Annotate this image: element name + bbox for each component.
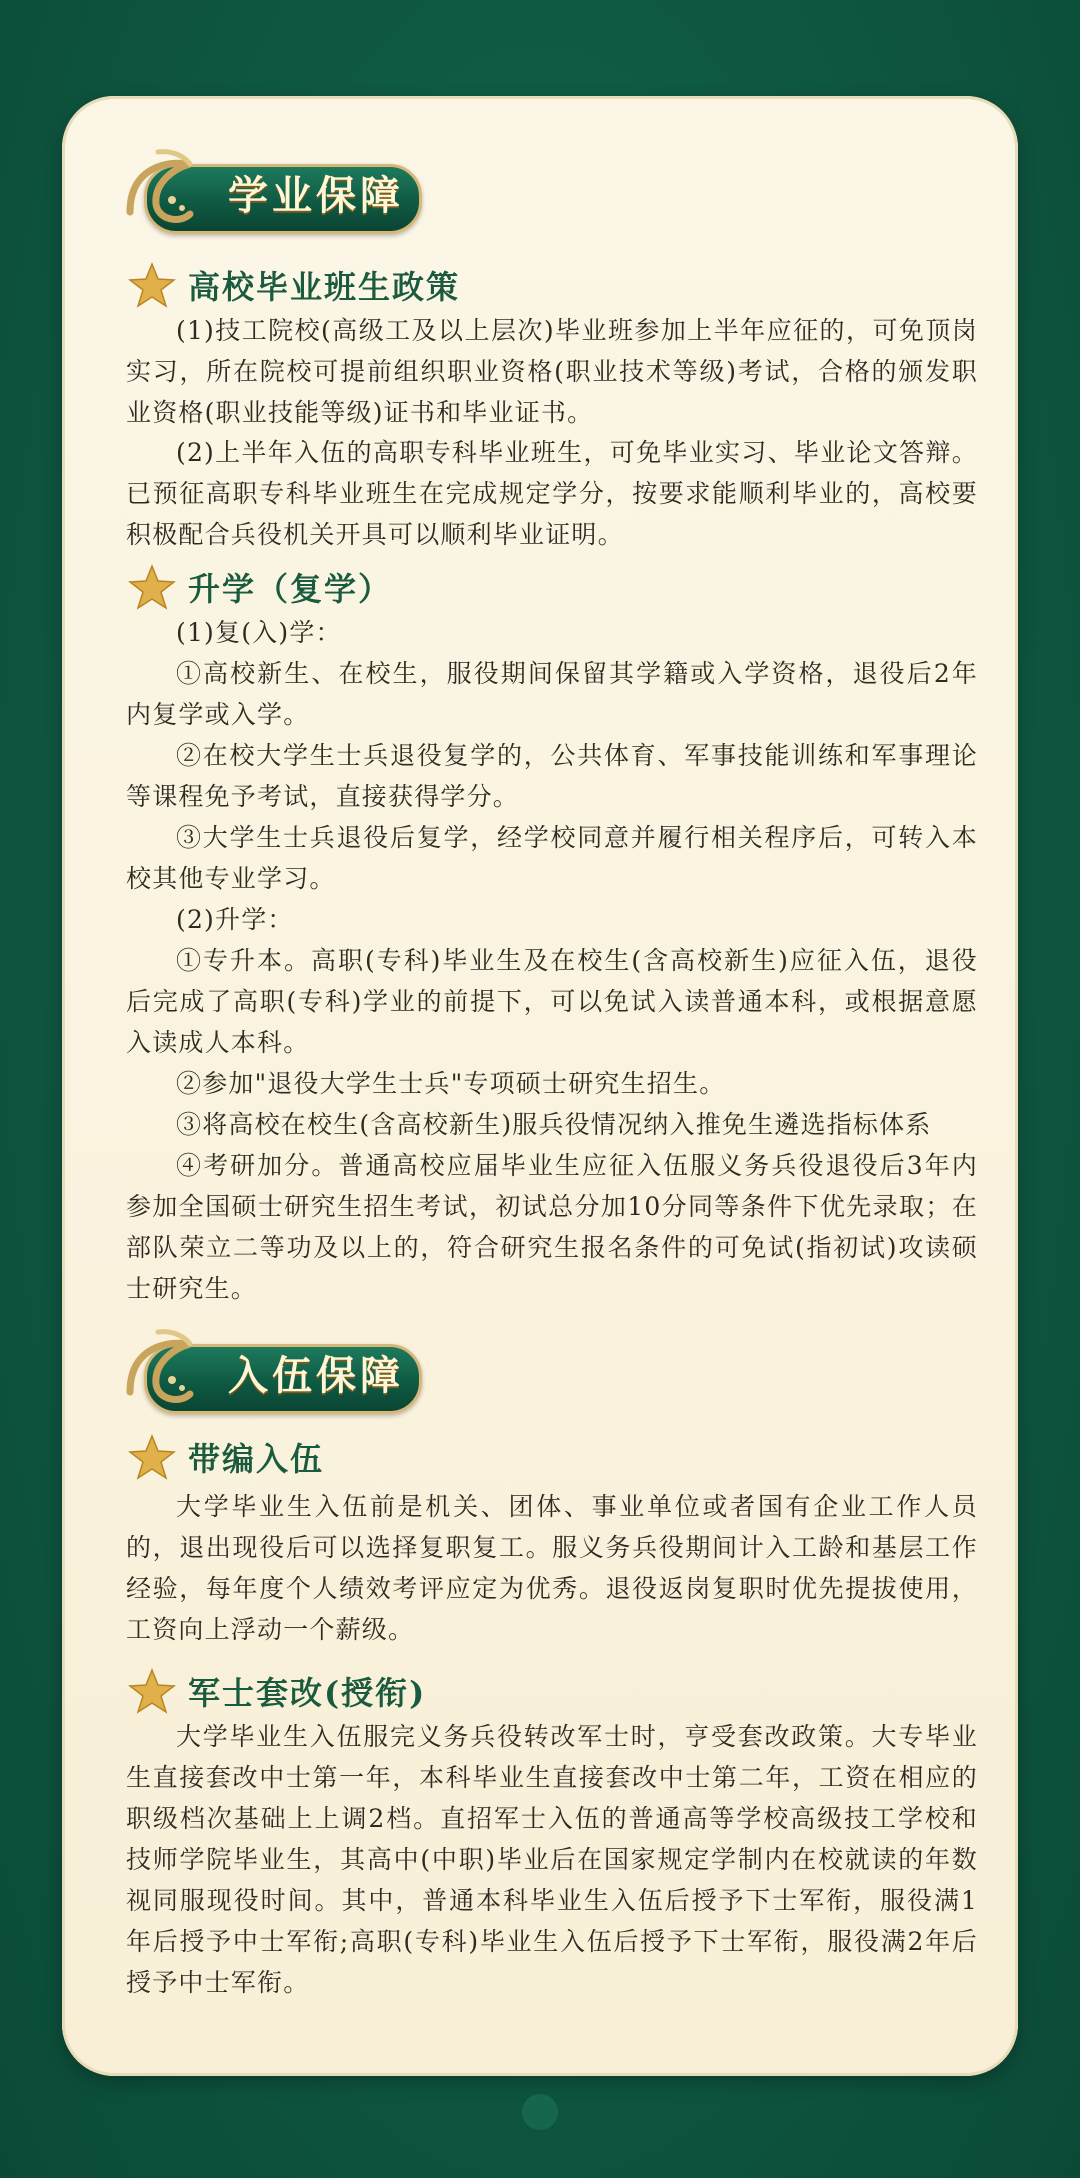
paragraph: (2)升学： — [176, 905, 294, 934]
paragraph: ①高校新生、在校生，服役期间保留其学籍或入学资格，退役后2年内复学或入学。 — [126, 659, 978, 729]
paragraph: (1)技工院校(高级工及以上层次)毕业班参加上半年应征的，可免顶岗实习，所在院校可提前组织职业资格(职业技术等级)考试，合格的颁发职业资格(职业技能等级)证书和毕业证书。 — [126, 316, 978, 427]
paragraph: 大学毕业生入伍前是机关、团体、事业单位或者国有企业工作人员的，退出现役后可以选择复职复工。服义务兵役期间计入工龄和基层工作经验，每年度个人绩效考评应定为优秀。退役返岗复职时优先提拔使用，工资向上浮动一个薪级。 — [126, 1492, 978, 1644]
subsection-heading-text: 高校毕业班生政策 — [188, 268, 461, 306]
bottom-dot — [522, 2094, 558, 2130]
star-icon — [128, 1667, 176, 1715]
section-title: 入伍保障 — [228, 1353, 404, 1399]
subsection-heading-further-study — [128, 562, 392, 612]
subsection-heading-sergeant — [128, 1666, 426, 1716]
subsection-heading-text: 升学（复学） — [188, 570, 393, 608]
paragraph: ①专升本。高职(专科)毕业生及在校生(含高校新生)应征入伍，退役后完成了高职(专科)学业的前提下，可以免试入读普通本科，或根据意愿入读成人本科。 — [126, 946, 978, 1057]
paragraph: (2)上半年入伍的高职专科毕业班生，可免毕业实习、毕业论文答辩。已预征高职专科毕业班生在完成规定学分，按要求能顺利毕业的，高校要积极配合兵役机关开具可以顺利毕业证明。 — [126, 438, 978, 549]
subsection-heading-graduating — [128, 260, 460, 310]
paragraph: ③大学生士兵退役后复学，经学校同意并履行相关程序后，可转入本校其他专业学习。 — [126, 823, 978, 893]
paragraph: ③将高校在校生(含高校新生)服兵役情况纳入推免生遴选指标体系 — [176, 1110, 932, 1139]
section-banner-academic — [120, 142, 420, 232]
star-icon — [128, 261, 176, 309]
paragraph: ②在校大学生士兵退役复学的，公共体育、军事技能训练和军事理论等课程免予考试，直接获得学分。 — [126, 741, 978, 811]
paragraph: ②参加"退役大学生士兵"专项硕士研究生招生。 — [176, 1069, 726, 1098]
subsection-heading-text: 带编入伍 — [188, 1440, 325, 1478]
star-icon — [128, 563, 176, 611]
paragraph: (1)复(入)学： — [176, 618, 342, 647]
star-icon — [128, 1433, 176, 1481]
section-title: 学业保障 — [228, 173, 404, 219]
subsection-heading-text: 军士套改(授衔) — [188, 1674, 427, 1712]
section-banner-enlist — [120, 1322, 420, 1412]
paragraph: ④考研加分。普通高校应届毕业生应征入伍服义务兵役退役后3年内参加全国硕士研究生招生考试，初试总分加10分同等条件下优先录取；在部队荣立二等功及以上的，符合研究生报名条件的可免试(指初试)攻读硕士研究生。 — [126, 1151, 978, 1303]
subsection-heading-with-post — [128, 1432, 324, 1482]
paragraph: 大学毕业生入伍服完义务兵役转改军士时，亨受套改政策。大专毕业生直接套改中士第一年，本科毕业生直接套改中士第二年，工资在相应的职级档次基础上上调2档。直招军士入伍的普通高等学校高级技工学校和技师学院毕业生，其高中(中职)毕业后在国家规定学制内在校就读的年数视同服现役时间。其中，普通本科毕业生入伍后授予下士军衔，服役满1年后授予中士军衔;高职(专科)毕业生入伍后授予下士军衔，服役满2年后授予中士军衔。 — [126, 1722, 978, 1997]
